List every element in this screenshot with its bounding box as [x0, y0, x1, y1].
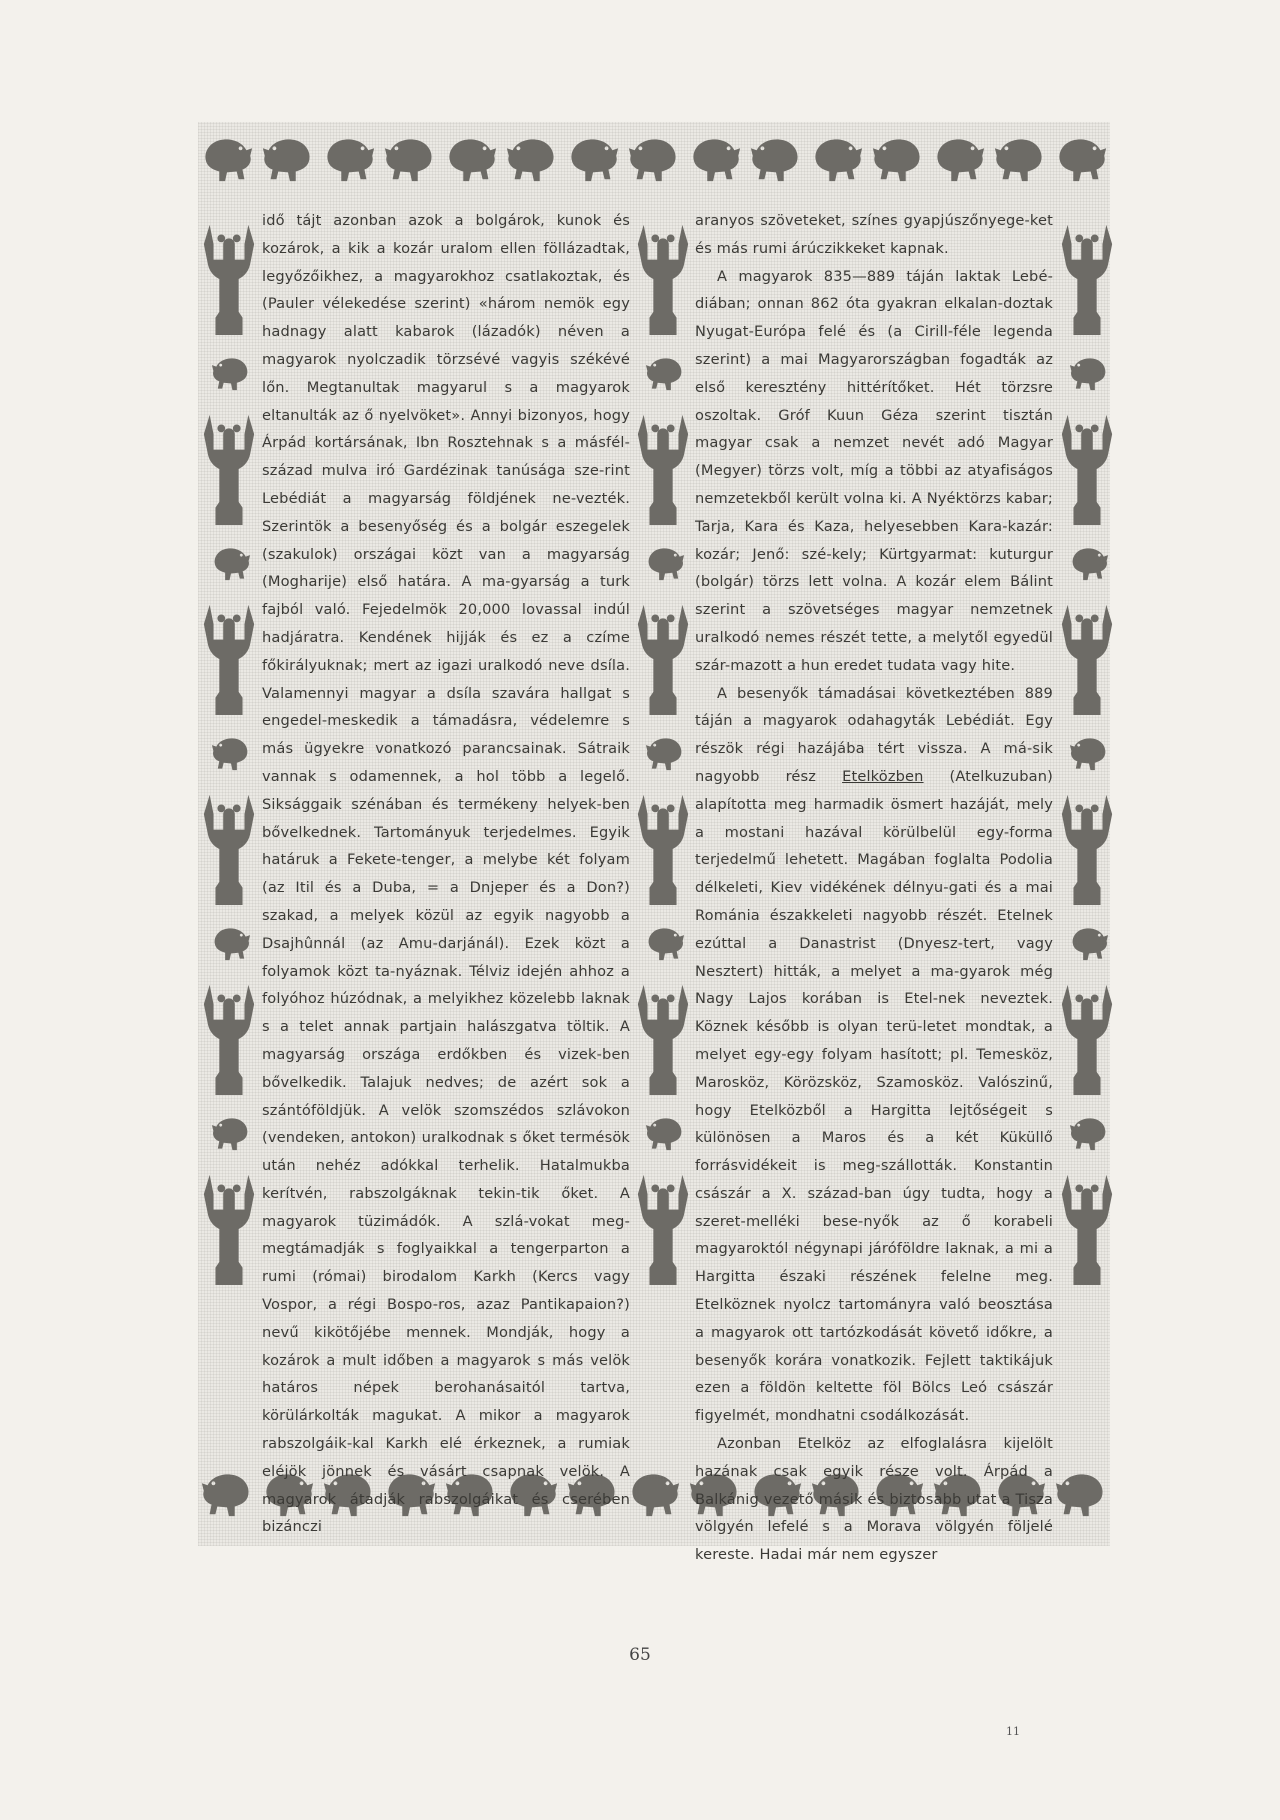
standing-figures-icon — [1058, 1165, 1116, 1291]
standing-figures-icon — [634, 215, 692, 341]
standing-figures-icon — [200, 785, 258, 911]
bear-beast-icon — [1052, 125, 1110, 187]
bear-beast-icon — [808, 125, 866, 187]
standing-figures-icon — [1058, 975, 1116, 1101]
standing-figures-icon — [1058, 785, 1116, 911]
bear-beast-icon — [625, 1460, 683, 1522]
bear-beast-icon — [206, 539, 256, 583]
bear-beast-icon — [640, 729, 690, 773]
bear-beast-icon — [206, 1109, 256, 1153]
standing-figures-icon — [200, 1165, 258, 1291]
standing-figures-icon — [200, 595, 258, 721]
bear-beast-icon — [503, 125, 561, 187]
page-number: 65 — [629, 1645, 651, 1665]
standing-figures-icon — [200, 975, 258, 1101]
right-paragraph-3-start: A besenyők támadásai következtében 889 táján a magyarok odahagyták Lebédiát. Egy részök régi hazájába tért vissza. A má-sik nagyobb rész — [695, 684, 1053, 785]
bear-beast-icon — [686, 125, 744, 187]
right-text-column — [695, 207, 1053, 1569]
standing-figures-icon — [634, 405, 692, 531]
bear-beast-icon — [625, 125, 683, 187]
bear-beast-icon — [747, 125, 805, 187]
right-paragraph-2: A magyarok 835—889 táján laktak Lebé-diában; onnan 862 óta gyakran elkalan-doztak Nyugat-Európa felé és (a Cirill-féle legenda szerint) a mai Magyarországban fogadták az első keresztény hittérítőket. Hét törzsre oszoltak. Gróf Kuun Géza szerint tisztán magyar csak a nemzet nevét adó Magyar (Megyer) törzs volt, míg a többi az atyafiságos nemzetekből került volna ki. A Nyéktörzs kabar; Tarja, Kara és Kaza, helyesebben Kara-kazár: kozár; Jenő: szé-kely; Kürtgyarmat: kuturgur (bolgár) törzs lett volna. A kozár elem Bálint szerint a szövetséges magyar nemzetnek uralkodó nemes részét tette, a melytől egyedül szár-mazott a hun eredet tudata vagy hite. — [695, 267, 1053, 674]
etelkoz-underlined: Etelközben — [842, 767, 924, 785]
right-paragraph-4: Azonban Etelköz az elfoglalásra kijelölt hazának csak egyik része volt. Árpád a Balkánig vezető másik és biztosabb utat a Tisza völgyén lefelé s a Morava völgyén följelé kereste. Hadai már nem egyszer — [695, 1435, 1053, 1564]
right-paragraph-1: aranyos szöveteket, színes gyapjúszőnyege-ket és más rumi árúczikkeket kapnak. — [695, 212, 1053, 257]
left-text-column — [262, 207, 630, 1541]
bear-beast-icon — [1064, 539, 1114, 583]
standing-figures-icon — [634, 975, 692, 1101]
bear-beast-icon — [869, 125, 927, 187]
corner-mark: 11 — [1006, 1725, 1020, 1738]
bear-beast-icon — [320, 125, 378, 187]
bear-beast-icon — [259, 125, 317, 187]
bear-beast-icon — [442, 125, 500, 187]
bear-beast-icon — [640, 539, 690, 583]
bear-beast-icon — [1064, 919, 1114, 963]
standing-figures-icon — [634, 595, 692, 721]
right-paragraph-3-end: (Atelkuzuban) alapította meg harmadik ösmert hazáját, mely a mostani hazával körülbelül egy-forma terjedelmű lehetett. Magában foglalta Podolia délkeleti, Kiev vidékének délnyu-gati és a mai Románia északkeleti nagyobb részét. Etelnek ezúttal a Danastrist (Dnyesz-tert, vagy Nesztert) hitták, a melyet a ma-gyarok még Nagy Lajos korában is Etel-nek neveztek. Köznek később is olyan terü-letet mondtak, a melyet egy-egy folyam hasított; pl. Temesköz, Marosköz, Körözsköz, Szamosköz. Valószinű, hogy Etelközből a Hargitta lejtőségeit s különösen a Maros és a két Küküllő forrásvidékeit is meg-szállották. Konstantin császár a X. század-ban úgy tudta, hogy a szeret-melléki bese-nyők az ő korabeli magyaroktól négynapi járóföldre laknak, a mi a Hargitta északi részének felelne meg. Etelköznek nyolcz tartományra való beosztása a magyarok ott tartózkodását követő időkre, a besenyők korára vonatkozik. Fejlett taktikájuk ezen a földön keltette föl Bölcs Leó császár figyelmét, mondhatni csodálkozását. — [695, 767, 1053, 1425]
bear-beast-icon — [381, 125, 439, 187]
bear-beast-icon — [1052, 1460, 1110, 1522]
bear-beast-icon — [640, 919, 690, 963]
middle-ornament-strip — [634, 215, 696, 1299]
standing-figures-icon — [1058, 595, 1116, 721]
left-paragraph: idő tájt azonban azok a bolgárok, kunok és kozárok, a kik a kozár uralom ellen föllázadtak, legyőzőikhez, a magyarokhoz csatlakoztak, és (Pauler vélekedése szerint) «három nemök egy hadnagy alatt kabarok (lázadók) néven a magyarok nyolczadik törzsévé vagyis székévé lőn. Megtanultak magyarul s a magyarok eltanulták az ő nyelvöket». Annyi bizonyos, hogy Árpád kortársának, Ibn Rosztehnak s a másfél-század mulva iró Gardézinak tanúsága sze-rint Lebédiát a magyarság földjének ne-vezték. Szerintök a besenyőség és a bolgár eszegelek (szakulok) országai közt van a magyarság (Mogharije) első határa. A ma-gyarság a turk fajból való. Fejedelmök 20,000 lovassal indúl hadjáratra. Kendének hijják és ez a czíme főkirályuknak; mert az igazi uralkodó neve dsíla. Valamennyi magyar a dsíla szavára hallgat s engedel-meskedik a támadásra, védelemre s más ügyekre vonatkozó parancsainak. Sátraik vannak s odamennek, a hol több a legelő. Siksággaik szénában és termékeny helyek-ben bővelkednek. Tartományuk terjedelmes. Egyik határuk a Fekete-tenger, a melybe két folyam (az Itil és a Duba, = a Dnjeper és a Don?) szakad, a melyek közül az egyik nagyobb a Dsajhûnnál (az Amu-darjánál). Ezek közt a folyamok közt ta-nyáznak. Télviz idején ahhoz a folyóhoz húzódnak, a melyikhez közelebb laknak s a telet annak partjain halászgatva töltik. A magyarság országa erdőkben és vizek-ben bővelkedik. Talajuk nedves; de azért sok a szántóföldjük. A velök szomszédos szlávokon (vendeken, antokon) uralkodnak s őket termésök után nehéz adókkal terhelik. Hatalmukba kerítvén, rabszolgáknak tekin-tik őket. A magyarok tüzimádók. A szlá-vokat meg-megtámadják s foglyaikkal a tengerparton a rumi (római) birodalom Karkh (Kercs vagy Vospor, a régi Bospo-ros, azaz Pantikapaion?) nevű kikötőjébe mennek. Mondják, hogy a kozárok a mult időben a magyarok s más velök határos népek berohanásaitól tartva, körülárkolták magukat. A mikor a magyarok rabszolgáik-kal Karkh elé érkeznek, a rumiak eléjök jönnek és vásárt csapnak velök. A magyarok átadják rabszolgáikat és cserében bizánczi — [262, 212, 630, 1536]
bear-beast-icon — [640, 1109, 690, 1153]
standing-figures-icon — [1058, 215, 1116, 341]
bear-beast-icon — [206, 729, 256, 773]
bear-beast-icon — [930, 125, 988, 187]
standing-figures-icon — [1058, 405, 1116, 531]
standing-figures-icon — [200, 405, 258, 531]
standing-figures-icon — [200, 215, 258, 341]
bear-beast-icon — [206, 919, 256, 963]
bear-beast-icon — [1064, 1109, 1114, 1153]
bear-beast-icon — [564, 125, 622, 187]
bear-beast-icon — [198, 1460, 256, 1522]
right-paragraph-3 — [695, 680, 1053, 1431]
standing-figures-icon — [634, 785, 692, 911]
bear-beast-icon — [198, 125, 256, 187]
bear-beast-icon — [1064, 729, 1114, 773]
right-ornament-strip — [1058, 215, 1120, 1299]
left-ornament-strip — [200, 215, 262, 1299]
standing-figures-icon — [634, 1165, 692, 1291]
bear-beast-icon — [640, 349, 690, 393]
top-ornament-band — [198, 125, 1110, 197]
bear-beast-icon — [1064, 349, 1114, 393]
bear-beast-icon — [991, 125, 1049, 187]
bear-beast-icon — [206, 349, 256, 393]
